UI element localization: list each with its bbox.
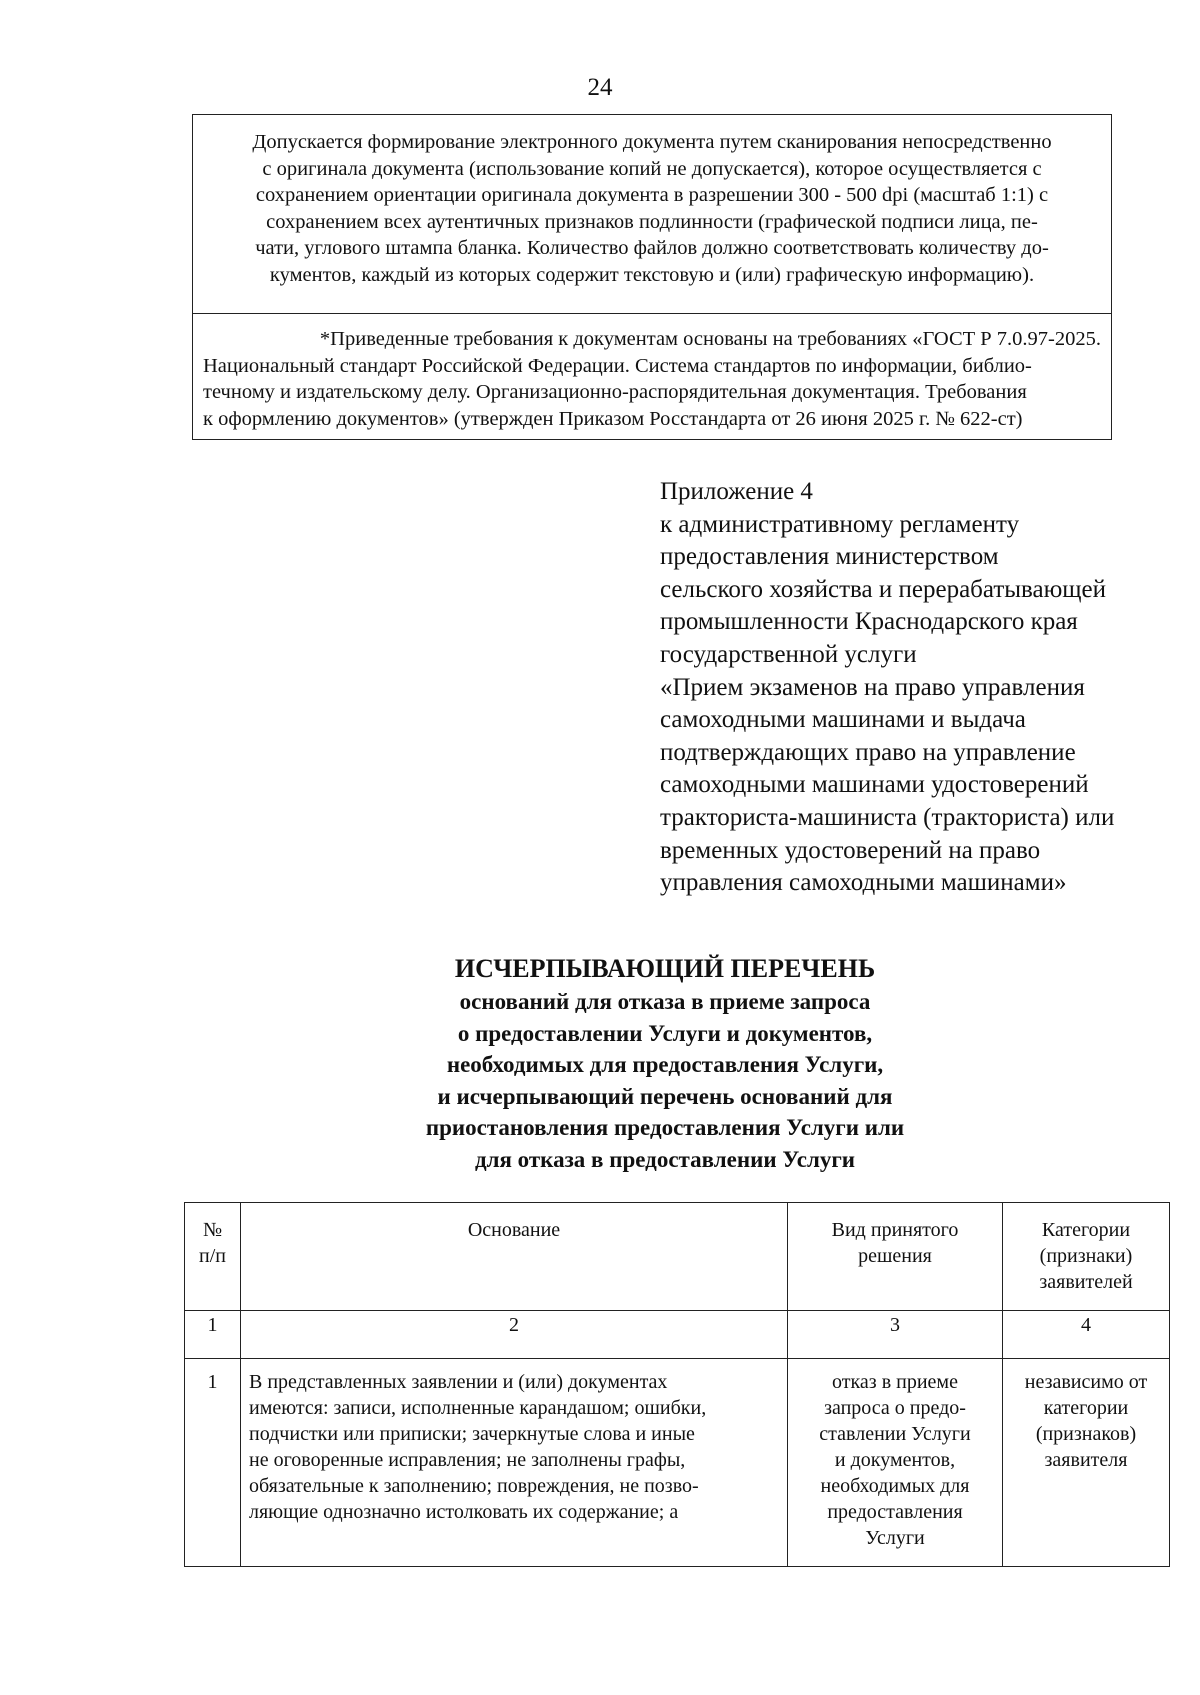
- appendix-line: государственной услуги: [660, 640, 917, 668]
- appendix-line: подтверждающих право на управление: [660, 738, 1076, 766]
- text-line: течному и издательскому делу. Организационно-распорядительная документация. Требования: [203, 381, 1027, 403]
- column-number: 1: [185, 1311, 241, 1359]
- text-line: Допускается формирование электронного документа путем сканирования непосредственно: [252, 131, 1052, 153]
- text-line: и документов,: [834, 1449, 956, 1471]
- text-line: обязательные к заполнению; повреждения, не позво-: [249, 1475, 699, 1497]
- text-line: не оговоренные исправления; не заполнены графы,: [249, 1449, 686, 1471]
- text-line: Национальный стандарт Российской Федерации. Система стандартов по информации, библио-: [203, 354, 1032, 377]
- heading-line: необходимых для предоставления Услуги,: [446, 1052, 884, 1077]
- text-line: (признаков): [1035, 1423, 1137, 1445]
- header-cell-number: [185, 1203, 241, 1311]
- appendix-line: временных удостоверений на право: [660, 836, 1041, 864]
- table-header-row: [185, 1203, 1170, 1311]
- appendix-line: тракториста-машиниста (тракториста) или: [660, 803, 1115, 831]
- page-number: 24: [587, 74, 613, 101]
- appendix-line: Приложение 4: [660, 478, 813, 505]
- header-cell-category: [1003, 1203, 1170, 1311]
- column-number: 4: [1003, 1311, 1170, 1359]
- text-line: подчистки или приписки; зачеркнутые слова и иные: [249, 1423, 695, 1445]
- text-line: запроса о предо-: [824, 1397, 966, 1419]
- header-text: Основание: [467, 1219, 561, 1241]
- text-line: ставлении Услуги: [819, 1423, 971, 1445]
- table-row: [185, 1359, 1170, 1567]
- appendix-line: «Прием экзаменов на право управления: [660, 673, 1085, 701]
- row-number: 1: [185, 1359, 241, 1567]
- column-number: 2: [241, 1311, 788, 1359]
- heading-title: ИСЧЕРПЫВАЮЩИЙ ПЕРЕЧЕНЬ: [454, 954, 876, 983]
- grounds-table: [184, 1202, 1170, 1567]
- text-line: отказ в приеме: [832, 1371, 958, 1393]
- text-line: сохранением ориентации оригинала документа в разрешении 300 - 500 dpi (масштаб 1:1) с: [255, 184, 1049, 206]
- appendix-line: самоходными машинами удостоверений: [660, 771, 1089, 799]
- scan-requirements-cell: [193, 115, 1111, 314]
- appendix-line: предоставления министерством: [660, 543, 999, 571]
- appendix-line: к административному регламенту: [660, 510, 1020, 538]
- header-text: заявителей: [1039, 1271, 1133, 1293]
- category-cell: [1003, 1359, 1170, 1567]
- text-line: чати, углового штампа бланка. Количество файлов должно соответствовать количеству до-: [255, 237, 1049, 259]
- text-line: ляющие однозначно истолковать их содержание; а: [249, 1501, 679, 1523]
- text-line: В представленных заявлении и (или) документах: [249, 1371, 668, 1393]
- header-text: решения: [858, 1245, 932, 1267]
- text-line: Услуги: [865, 1527, 925, 1549]
- text-line: к оформлению документов» (утвержден Приказом Росстандарта от 26 июня 2025 г. № 622-ст): [203, 407, 1023, 430]
- heading-line: о предоставлении Услуги и документов,: [457, 1020, 873, 1046]
- text-line: сохранением всех аутентичных признаков подлинности (графической подписи лица, пе-: [266, 210, 1038, 233]
- decision-cell: [788, 1359, 1003, 1567]
- heading-line: для отказа в предоставлении Услуги: [474, 1146, 856, 1172]
- heading-line: оснований для отказа в приеме запроса: [459, 989, 871, 1014]
- gost-footnote-cell: [193, 314, 1111, 432]
- text-line: с оригинала документа (использование копий не допускается), которое осуществляется с: [262, 157, 1042, 180]
- text-line: *Приведенные требования к документам основаны на требованиях «ГОСТ Р 7.0.97-2025.: [319, 328, 1101, 350]
- appendix-line: самоходными машинами и выдача: [660, 706, 1026, 734]
- basis-cell: [241, 1359, 788, 1567]
- heading-line: и исчерпывающий перечень оснований для: [437, 1083, 893, 1109]
- appendix-line: управления самоходными машинами»: [660, 869, 1067, 897]
- header-text: Вид принятого: [831, 1219, 959, 1241]
- header-text: Категории: [1041, 1219, 1131, 1241]
- requirements-note-box: [192, 114, 1112, 440]
- header-cell-basis: [241, 1203, 788, 1311]
- text-line: кументов, каждый из которых содержит текстовую и (или) графическую информацию).: [269, 263, 1035, 286]
- text-line: категории: [1043, 1397, 1129, 1419]
- appendix-caption: [660, 476, 1180, 900]
- text-line: предоставления: [827, 1501, 963, 1523]
- document-heading: [280, 952, 1050, 1175]
- column-number-row: [185, 1311, 1170, 1359]
- heading-line: приостановления предоставления Услуги или: [425, 1115, 905, 1140]
- text-line: заявителя: [1044, 1449, 1128, 1471]
- appendix-line: сельского хозяйства и перерабатывающей: [660, 575, 1107, 603]
- appendix-line: промышленности Краснодарского края: [660, 608, 1078, 636]
- header-cell-decision: [788, 1203, 1003, 1311]
- column-number: 3: [788, 1311, 1003, 1359]
- text-line: имеются: записи, исполненные карандашом; ошибки,: [249, 1397, 707, 1419]
- header-text: (признаки): [1039, 1245, 1133, 1267]
- text-line: необходимых для: [820, 1475, 970, 1497]
- header-text: №: [202, 1219, 223, 1241]
- header-text: п/п: [199, 1245, 226, 1267]
- text-line: независимо от: [1024, 1371, 1148, 1393]
